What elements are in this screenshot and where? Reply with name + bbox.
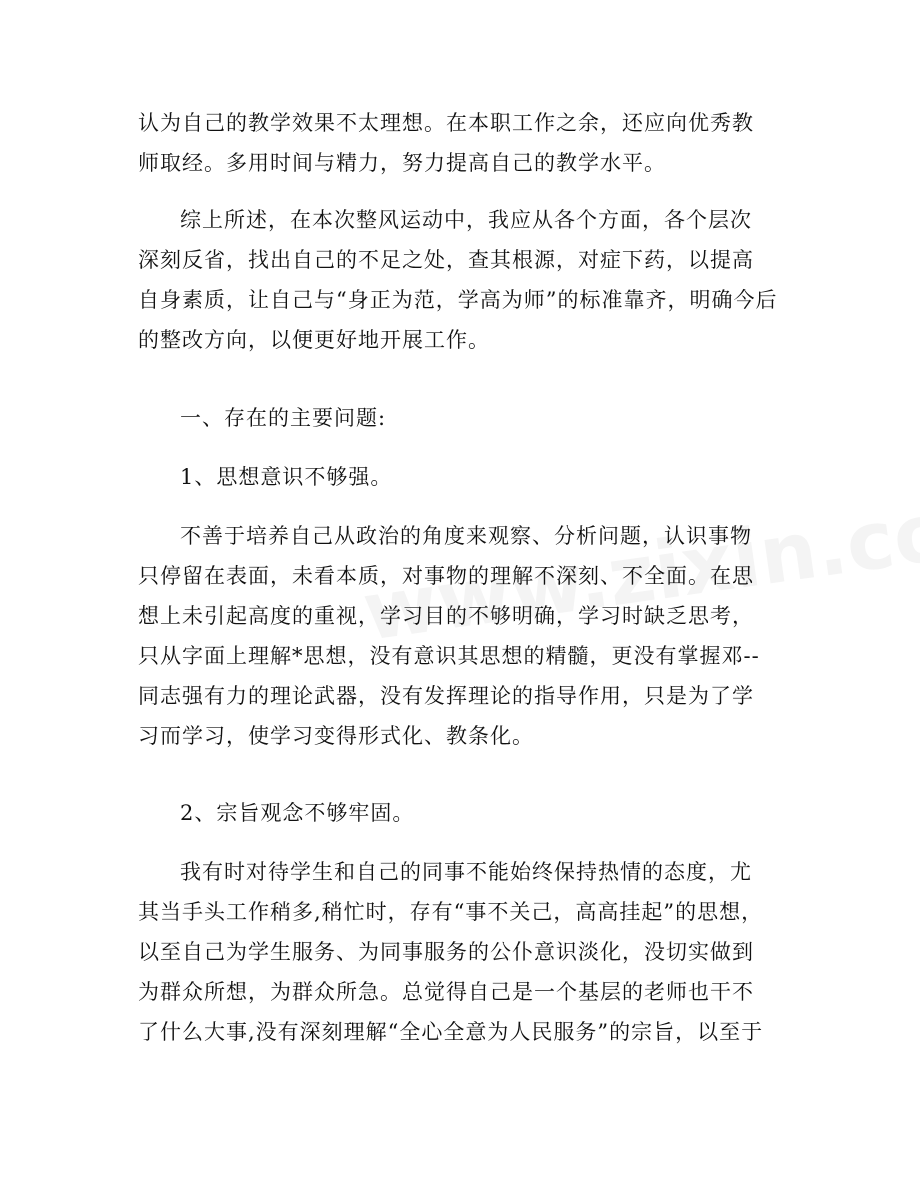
- paragraph-1: [138, 103, 788, 183]
- paragraph-line: 习而学习，使学习变得形式化、教条化。: [138, 724, 534, 748]
- paragraph-line: 的整改方向，以便更好地开展工作。: [138, 328, 490, 352]
- paragraph-3: [138, 516, 788, 756]
- paragraph-line: 为群众所想，为群众所急。总觉得自己是一个基层的老师也干不: [138, 980, 754, 1004]
- paragraph-line: 其当手头工作稍多,稍忙时，存有“事不关己，高高挂起”的思想，: [138, 900, 764, 924]
- paragraph-line: 想上未引起高度的重视，学习目的不够明确，学习时缺乏思考，: [138, 604, 754, 628]
- paragraph-line: 只从字面上理解*思想，没有意识其思想的精髓，更没有掌握邓--: [138, 644, 760, 668]
- heading-text: 1、思想意识不够强。: [180, 465, 393, 489]
- paragraph-line: 综上所述，在本次整风运动中，我应从各个方面，各个层次: [180, 208, 752, 232]
- paragraph-line: 以至自己为学生服务、为同事服务的公仆意识淡化，没切实做到: [138, 940, 754, 964]
- sub-heading-1: [138, 457, 788, 497]
- paragraph-4: [138, 852, 788, 1052]
- paragraph-line: 深刻反省，找出自己的不足之处，查其根源，对症下药，以提高: [138, 248, 754, 272]
- heading-text: 一、存在的主要问题:: [180, 406, 387, 430]
- paragraph-line: 只停留在表面，未看本质，对事物的理解不深刻、不全面。在思: [138, 564, 754, 588]
- paragraph-2: [138, 200, 788, 360]
- section-heading: [138, 398, 788, 438]
- paragraph-line: 师取经。多用时间与精力，努力提高自己的教学水平。: [138, 151, 666, 175]
- paragraph-line: 同志强有力的理论武器，没有发挥理论的指导作用，只是为了学: [138, 684, 754, 708]
- paragraph-line: 认为自己的教学效果不太理想。在本职工作之余，还应向优秀教: [138, 111, 754, 135]
- paragraph-line: 我有时对待学生和自己的同事不能始终保持热情的态度，尤: [180, 860, 752, 884]
- paragraph-line: 了什么大事,没有深刻理解“全心全意为人民服务”的宗旨，以至于: [138, 1020, 764, 1044]
- paragraph-line: 不善于培养自己从政治的角度来观察、分析问题，认识事物: [180, 524, 752, 548]
- heading-text: 2、宗旨观念不够牢固。: [180, 801, 415, 825]
- sub-heading-2: [138, 793, 788, 833]
- paragraph-line: 自身素质，让自己与“身正为范，学高为师”的标准靠齐，明确今后: [138, 288, 778, 312]
